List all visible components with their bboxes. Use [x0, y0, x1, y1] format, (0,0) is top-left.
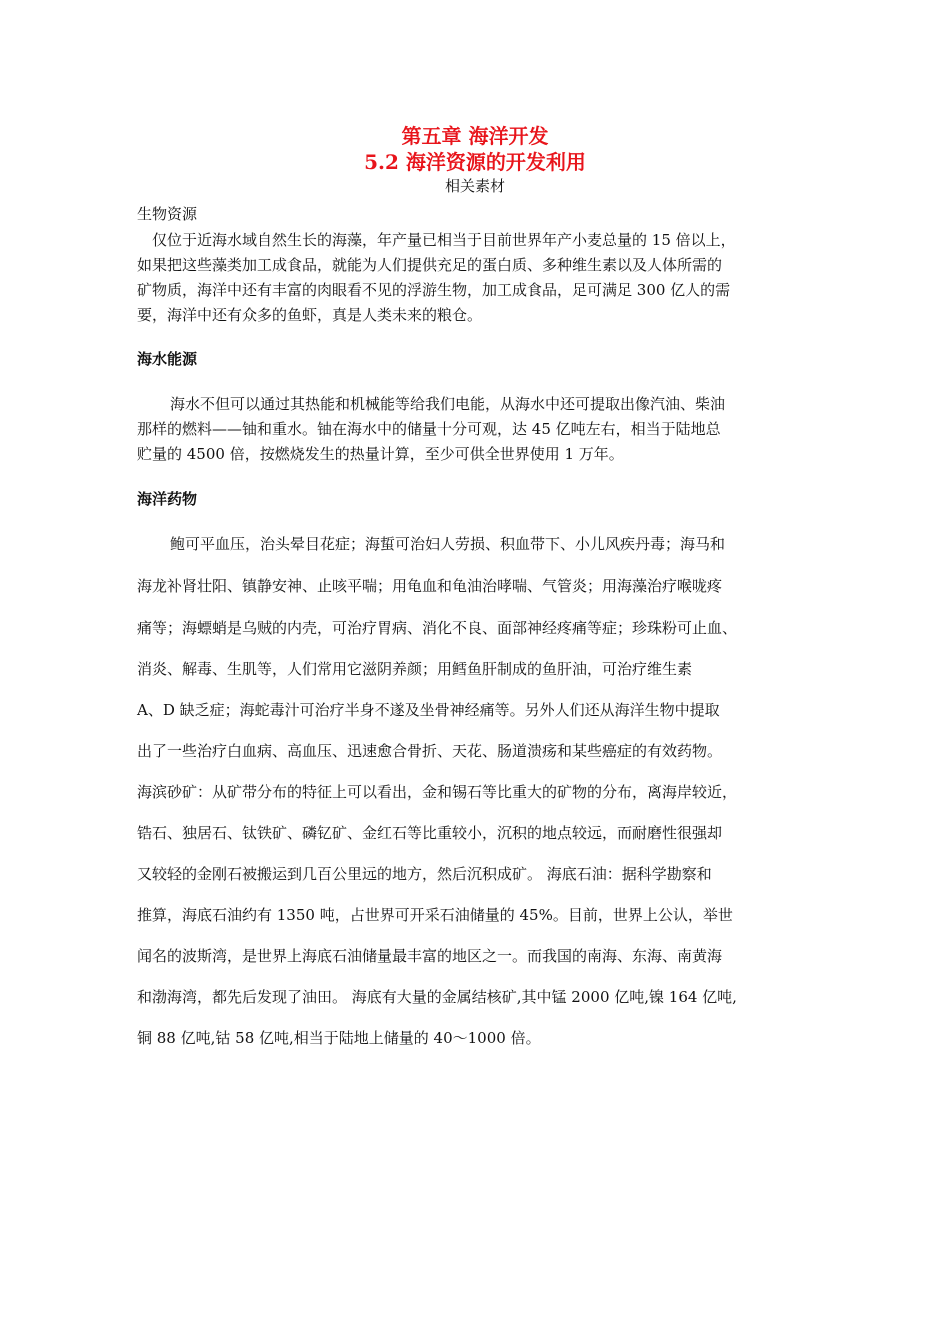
paragraph-line: 仅位于近海水域自然生长的海藻，年产量已相当于目前世界年产小麦总量的 15 倍以上，	[152, 231, 736, 249]
chapter-title: 第五章 海洋开发	[401, 124, 549, 148]
subtitle: 相关素材	[444, 177, 505, 195]
paragraph-line: 要，海洋中还有众多的鱼虾，真是人类未来的粮仓。	[137, 306, 483, 324]
paragraph-line: 矿物质，海洋中还有丰富的肉眼看不见的浮游生物，加工成食品，足可满足 300 亿人的需	[137, 281, 731, 299]
paragraph-line: 贮量的 4500 倍，按燃烧发生的热量计算，至少可供全世界使用 1 万年。	[137, 445, 624, 463]
section-title: 5.2 海洋资源的开发利用	[364, 150, 586, 174]
paragraph-line: 出了一些治疗白血病、高血压、迅速愈合骨折、天花、肠道溃疡和某些癌症的有效药物。	[137, 742, 723, 760]
paragraph-line: 那样的燃料——铀和重水。铀在海水中的储量十分可观，达 45 亿吨左右，相当于陆地总	[137, 420, 721, 438]
section-heading-medicine: 海洋药物	[137, 490, 198, 508]
paragraph-line: 推算，海底石油约有 1350 吨，占世界可开采石油储量的 45%。目前，世界上公认，举世	[137, 906, 733, 924]
paragraph-line: 海龙补肾壮阳、镇静安神、止咳平喘；用龟血和龟油治哮喘、气管炎；用海藻治疗喉咙疼	[137, 577, 723, 595]
paragraph-line: 又较轻的金刚石被搬运到几百公里远的地方，然后沉积成矿。 海底石油：据科学勘察和	[137, 865, 712, 883]
paragraph-line: 和渤海湾，都先后发现了油田。 海底有大量的金属结核矿,其中锰 2000 亿吨,镍 164 亿吨,	[137, 988, 737, 1006]
paragraph-line: 消炎、解毒、生肌等，人们常用它滋阴养颜；用鳕鱼肝制成的鱼肝油，可治疗维生素	[137, 660, 693, 678]
paragraph-line: 铜 88 亿吨,钴 58 亿吨,相当于陆地上储量的 40～1000 倍。	[137, 1029, 541, 1047]
paragraph-line: A、D 缺乏症；海蛇毒汁可治疗半身不遂及坐骨神经痛等。另外人们还从海洋生物中提取	[137, 701, 720, 719]
paragraph-line: 闻名的波斯湾，是世界上海底石油储量最丰富的地区之一。而我国的南海、东海、南黄海	[137, 947, 723, 965]
paragraph-line: 痛等；海螵蛸是乌贼的内壳，可治疗胃病、消化不良、面部神经疼痛等症；珍珠粉可止血、	[137, 619, 738, 637]
section-heading-bio: 生物资源	[137, 205, 198, 223]
paragraph-line: 海滨砂矿：从矿带分布的特征上可以看出，金和锡石等比重大的矿物的分布，离海岸较近，	[137, 783, 738, 801]
section-heading-energy: 海水能源	[137, 350, 198, 368]
paragraph-line: 海水不但可以通过其热能和机械能等给我们电能，从海水中还可提取出像汽油、柴油	[170, 395, 726, 413]
paragraph-line: 鲍可平血压，治头晕目花症；海蜇可治妇人劳损、积血带下、小儿风疾丹毒；海马和	[170, 535, 726, 553]
paragraph-line: 锆石、独居石、钛铁矿、磷钇矿、金红石等比重较小，沉积的地点较远，而耐磨性很强却	[137, 824, 723, 842]
paragraph-line: 如果把这些藻类加工成食品，就能为人们提供充足的蛋白质、多种维生素以及人体所需的	[137, 256, 723, 274]
